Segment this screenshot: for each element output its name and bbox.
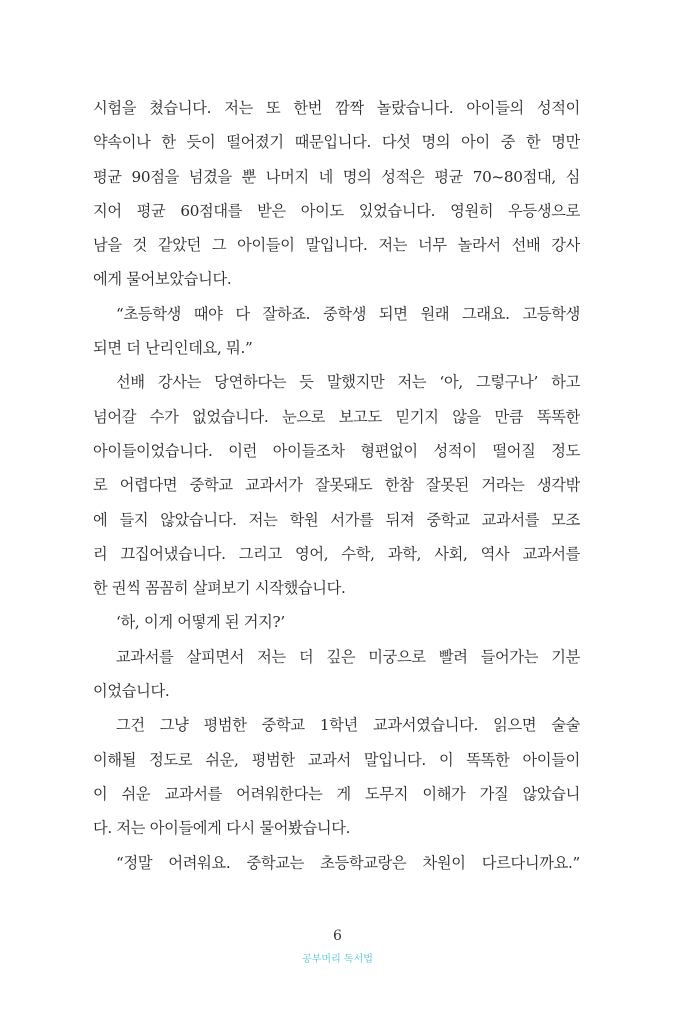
text-line: 시험을 쳤습니다. 저는 또 한번 깜짝 놀랐습니다. 아이들의 성적이	[93, 99, 580, 117]
text-line: 남을 것 같았던 그 아이들이 말입니다. 저는 너무 놀라서 선배 강사	[93, 236, 580, 255]
text-line: 넘어갈 수가 없었습니다. 눈으로 보고도 믿기지 않을 만큼 똑똑한	[93, 407, 580, 426]
text-line: 이 쉬운 교과서를 어려워한다는 게 도무지 이해가 가질 않았습니	[93, 784, 580, 803]
text-line: 이었습니다.	[93, 682, 170, 701]
text-line: 그건 그냥 평범한 중학교 1학년 교과서였습니다. 읽으면 술술	[116, 716, 580, 735]
text-line: 교과서를 살피면서 저는 더 깊은 미궁으로 빨려 들어가는 기분	[116, 647, 580, 666]
text-line: 다. 저는 아이들에게 다시 물어봤습니다.	[93, 819, 351, 838]
text-line: 로 어렵다면 중학교 교과서가 잘못돼도 한참 잘못된 거라는 생각밖	[93, 476, 580, 495]
text-line: 리 끄집어냈습니다. 그리고 영어, 수학, 과학, 사회, 역사 교과서를	[93, 544, 580, 563]
text-line: 아이들이었습니다. 이런 아이들조차 형편없이 성적이 떨어질 정도	[93, 441, 580, 460]
text-line: 에 들지 않았습니다. 저는 학원 서가를 뒤져 중학교 교과서를 모조	[93, 510, 580, 529]
text-line: 에게 물어보았습니다.	[93, 270, 232, 289]
text-line: “정말 어려워요. 중학교는 초등학교랑은 차원이 다르다니까요.”	[116, 853, 580, 872]
text-line: 한 권씩 꼼꼼히 살펴보기 시작했습니다.	[93, 579, 346, 598]
text-line: “초등학생 때야 다 잘하죠. 중학생 되면 원래 그래요. 고등학생	[116, 304, 580, 323]
text-line: 되면 더 난리인데요, 뭐.”	[93, 339, 253, 358]
page-number: 6	[333, 928, 342, 944]
text-line: 평균 90점을 넘겼을 뿐 나머지 네 명의 성적은 평균 70~80점대, 심	[93, 167, 580, 186]
text-line: ‘하, 이게 어떻게 된 거지?’	[116, 613, 285, 632]
text-line: 지어 평균 60점대를 받은 아이도 있었습니다. 영원히 우등생으로	[93, 201, 580, 220]
body-text	[93, 91, 580, 880]
text-line: 약속이나 한 듯이 떨어졌기 때문입니다. 다섯 명의 아이 중 한 명만	[93, 133, 580, 152]
running-title: 공부머리 독서법	[302, 954, 373, 965]
text-line: 선배 강사는 당연하다는 듯 말했지만 저는 ‘아, 그렇구나’ 하고	[116, 373, 580, 392]
text-line: 이해될 정도로 쉬운, 평범한 교과서 말입니다. 이 똑똑한 아이들이	[93, 750, 580, 769]
